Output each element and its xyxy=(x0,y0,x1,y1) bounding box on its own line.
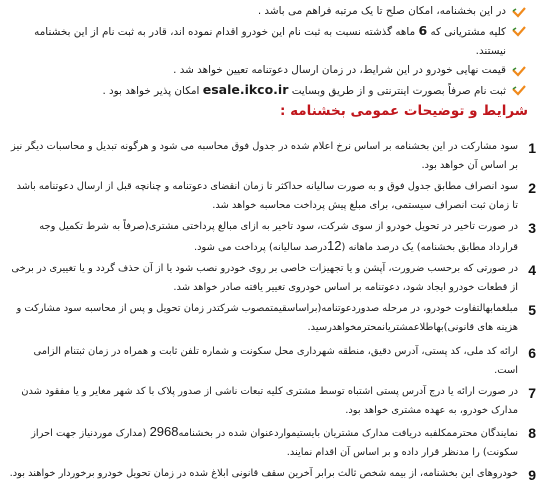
item-text: مبلغمابهالتفاوت خودرو، در مرحله صدوردعوتنامه(براساسقیمتمصوب شرکتدر زمان تحویل و پس از محاسبه سود مشارکت و هزینه های قانونی)بهاطلاعمشتریانمحترمخواهدرسید. xyxy=(16,303,518,333)
item-number: 3 xyxy=(528,220,536,236)
checkmark-arrow-icon xyxy=(512,64,526,77)
item-text: در صورت ارائه یا درج آدرس پستی اشتباه توسط مشتری کلیه تبعات ناشی از صدور پلاک با کد شهر مغایر و یا مفقود شدن مدارک خودرو، به عهده مشتری خواهد بود. xyxy=(21,386,518,416)
bullet-item xyxy=(23,61,528,80)
item-text: سود مشارکت در این بخشنامه بر اساس نرخ اعلام شده در جدول فوق محاسبه می شود و هرگونه تبدیل و محاسبات دیگر نیز بر اساس آن خواهد بود. xyxy=(11,141,518,171)
item-number: 4 xyxy=(528,262,536,278)
section-title: شرایط و توضیحات عمومی بخشنامه : xyxy=(280,103,528,119)
list-item xyxy=(8,300,536,337)
list-item xyxy=(8,383,536,420)
website-url: esale.ikco.ir xyxy=(202,82,289,97)
bullet-text: کلیه مشتریانی که xyxy=(427,26,506,38)
bullet-text: قیمت نهایی خودرو در این شرایط، در زمان ارسال دعوتنامه تعیین خواهد شد . xyxy=(173,64,506,76)
numbered-terms-list xyxy=(8,138,536,484)
list-item xyxy=(8,423,536,462)
list-item xyxy=(8,138,536,175)
item-text: در صورتی که برحسب ضرورت، آپشن و یا تجهیزات خاصی بر روی خودرو نصب شود یا از آن حذف گردد و یا تغییری در برخی از قطعات خودرو ایجاد شود، دعوتنامه بر اساس خودروی تغییر یافته صادر خواهد شد. xyxy=(11,263,518,293)
item-number: 2 xyxy=(528,180,536,196)
list-item xyxy=(8,465,536,484)
item-text: خودروهای این بخشنامه، از بیمه شخص ثالث برابر آخرین سقف قانونی ابلاغ شده در زمان تحویل خودرو برخوردار خواهند بود. xyxy=(9,468,518,479)
bullet-text: در این بخشنامه، امکان صلح تا یک مرتبه فراهم می باشد . xyxy=(257,5,506,17)
bullet-text: ثبت نام صرفاً بصورت اینترنتی و از طریق وبسایت xyxy=(288,85,506,97)
bullet-text: امکان پذیر خواهد بود . xyxy=(102,85,203,97)
bullet-item xyxy=(23,2,528,21)
item-text: ارائه کد ملی، کد پستی، آدرس دقیق، منطقه شهرداری محل سکونت و شماره تلفن ثابت و همراه در زمان ثبتنام الزامی است. xyxy=(33,346,518,376)
item-number: 9 xyxy=(528,467,536,483)
item-number: 8 xyxy=(528,425,536,441)
checkmark-arrow-icon xyxy=(512,5,526,18)
item-text: در صورت تاخیر در تحویل خودرو از سوی شرکت، سود تاخیر به ازای مبالغ پرداختی مشتری(صرفاً به شرط تکمیل وجه قرارداد مطابق بخشنامه) یک درصد ماهانه (12درصد سالیانه) پرداخت می شود. xyxy=(39,221,518,253)
bullet-item xyxy=(23,21,528,61)
item-text: نمایندگان محترممکلفبه دریافت مدارک مشتریان بایستیمواردعنوان شده در بخشنامه2968 (مدارک موردنیاز جهت احراز سکونت) را مدنظر قرار داده و بر اساس آن اقدام نمایند. xyxy=(31,424,518,458)
checkmark-arrow-icon xyxy=(512,83,526,96)
terms-bullet-list xyxy=(23,2,528,101)
checkmark-arrow-icon xyxy=(512,24,526,37)
item-number: 5 xyxy=(528,302,536,318)
list-item xyxy=(8,218,536,257)
list-item xyxy=(8,178,536,215)
months-number: 6 xyxy=(418,23,428,38)
item-number: 1 xyxy=(528,140,536,156)
bullet-text: ماهه گذشته نسبت به ثبت نام این خودرو اقدام نموده اند، قادر به ثبت نام از این بخشنامه نیستند. xyxy=(34,26,506,57)
item-text: سود انصراف مطابق جدول فوق و به صورت سالیانه حداکثر تا زمان انقضای دعوتنامه و چنانچه قبل از ارسال دعوتنامه باشد تا زمان ثبت انصراف سیستمی، برای مبلغ پیش پرداخت محاسبه خواهد شد. xyxy=(16,181,518,211)
list-item xyxy=(8,260,536,297)
item-number: 7 xyxy=(528,385,536,401)
bullet-item xyxy=(23,80,528,101)
item-number: 6 xyxy=(528,345,536,361)
list-item xyxy=(8,343,536,380)
